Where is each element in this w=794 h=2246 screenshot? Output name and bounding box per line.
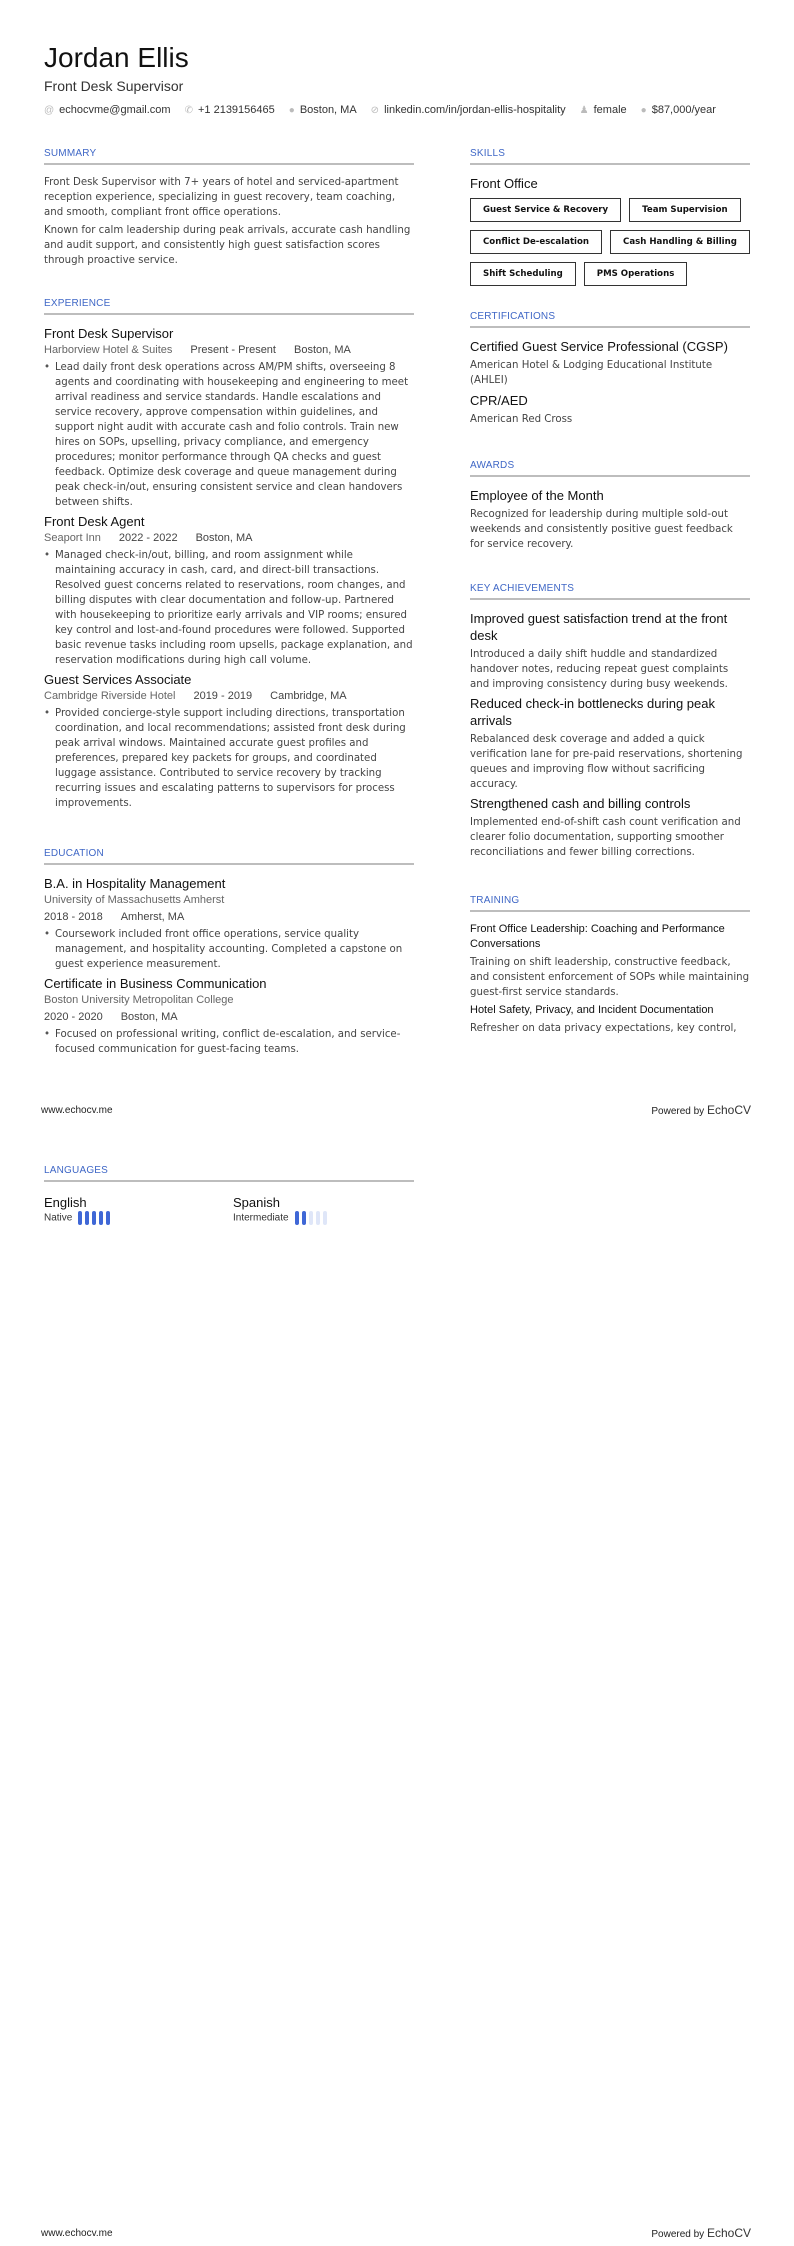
contact-email[interactable] — [44, 104, 171, 116]
powered-label: Powered by — [651, 2229, 705, 2240]
job-entry — [44, 513, 414, 668]
section-heading: EDUCATION — [44, 848, 414, 865]
proficiency-bar — [302, 1211, 306, 1225]
section-heading: LANGUAGES — [44, 1165, 414, 1182]
job-title: Front Desk Agent — [44, 514, 145, 529]
section-heading: CERTIFICATIONS — [470, 311, 750, 328]
location: Cambridge, MA — [270, 690, 347, 702]
language-level: Intermediate — [233, 1212, 289, 1224]
cert-issuer: American Red Cross — [470, 414, 573, 425]
contact-text: +1 2139156465 — [197, 104, 275, 116]
summary-section — [44, 148, 414, 268]
link-icon: ⊘ — [370, 104, 380, 116]
achievement-title: Improved guest satisfaction trend at the front desk — [470, 611, 728, 643]
contact-salary — [641, 104, 716, 116]
award-desc: Recognized for leadership during multiple sold-out weekends and consistently positive guest feedback for service recovery. — [470, 509, 733, 550]
section-heading: AWARDS — [470, 460, 750, 477]
footer-powered[interactable] — [651, 2226, 751, 2240]
proficiency-bars — [295, 1211, 327, 1225]
person-icon: ♟ — [579, 104, 589, 116]
contact-bar — [44, 104, 716, 116]
proficiency-bar — [309, 1211, 313, 1225]
job-entry — [44, 671, 414, 811]
cert-name: CPR/AED — [470, 393, 528, 408]
skill-tag: Team Supervision — [629, 198, 740, 222]
section-heading: EXPERIENCE — [44, 298, 414, 315]
skills-section — [470, 148, 750, 286]
proficiency-bar — [295, 1211, 299, 1225]
degree: B.A. in Hospitality Management — [44, 876, 226, 891]
brand-logo: EchoCV — [706, 2226, 751, 2240]
contact-text: Boston, MA — [299, 104, 357, 116]
skill-tag: Guest Service & Recovery — [470, 198, 621, 222]
money-icon: ● — [640, 104, 647, 116]
language-item — [44, 1192, 233, 1225]
achievement-title: Reduced check-in bottlenecks during peak arrivals — [470, 696, 715, 728]
job-bullet: • Managed check-in/out, billing, and room assignment while maintaining accuracy in cash, card, and direct-bill transactions. Resolved guest concerns related to reservations, room changes, and billing disputes with clear documentation and follow-up. Partnered with housekeeping to prioritize early arrivals and VIP rooms; ensured key control and lost-and-found procedures were followed. Supported basic revenue tasks including room upsells, package explanation, and reservation modifications during high call volume. — [44, 548, 414, 668]
section-heading: TRAINING — [470, 895, 750, 912]
job-bullet: • Provided concierge-style support including directions, transportation coordination, and local recommendations; assisted front desk during peak arrival windows. Maintained accurate guest profiles and preferences, prepared key packets for groups, and coordinated luggage assistance. Contributed to service recovery by tracking recurring issues and escalating patterns to supervisors for process improvements. — [44, 706, 414, 811]
dates: 2019 - 2019 — [193, 690, 253, 702]
education-bullet: • Coursework included front office operations, service quality management, and hospitality accounting. Completed a capstone on guest experience measurement. — [44, 927, 414, 972]
contact-linkedin[interactable] — [371, 104, 566, 116]
company: Seaport Inn — [44, 532, 101, 544]
language-name: Spanish — [233, 1195, 280, 1210]
contact-location — [289, 104, 357, 116]
language-item — [233, 1192, 327, 1225]
location-icon: ● — [288, 104, 295, 116]
awards-section — [470, 460, 750, 552]
dates: 2018 - 2018 — [44, 911, 103, 923]
proficiency-bars — [78, 1211, 110, 1225]
certifications-section — [470, 311, 750, 427]
contact-text: $87,000/year — [651, 104, 716, 116]
achievement-desc: Rebalanced desk coverage and added a quick verification lane for pre-paid reservations, shortening queues and improving flow without sacrificing accuracy. — [470, 734, 743, 790]
experience-section — [44, 298, 414, 811]
footer-site-link[interactable]: www.echocv.me — [41, 2228, 113, 2239]
dates: 2020 - 2020 — [44, 1011, 103, 1023]
school: University of Massachusetts Amherst — [44, 894, 225, 906]
skill-tag: Conflict De-escalation — [470, 230, 602, 254]
contact-text: echocvme@gmail.com — [59, 104, 171, 116]
skill-tag: Cash Handling & Billing — [610, 230, 750, 254]
job-title: Guest Services Associate — [44, 672, 192, 687]
education-bullet: • Focused on professional writing, conflict de-escalation, and service-focused communication for guest-facing teams. — [44, 1027, 414, 1057]
skill-group: Front Office — [470, 176, 538, 191]
proficiency-bar — [106, 1211, 110, 1225]
contact-phone[interactable] — [185, 104, 275, 116]
training-desc: Refresher on data privacy expectations, key control, — [470, 1023, 737, 1034]
school: Boston University Metropolitan College — [44, 994, 234, 1006]
achievement-desc: Implemented end-of-shift cash count verification and clearer folio documentation, supporting smoother reconciliations and fewer billing corrections. — [470, 817, 741, 858]
degree: Certificate in Business Communication — [44, 976, 267, 991]
powered-label: Powered by — [651, 1106, 705, 1117]
contact-gender — [580, 104, 627, 116]
achievements-section — [470, 583, 750, 860]
skill-tag: PMS Operations — [584, 262, 688, 286]
language-level: Native — [44, 1212, 73, 1224]
proficiency-bar — [316, 1211, 320, 1225]
achievement-title: Strengthened cash and billing controls — [470, 796, 691, 811]
training-title: Hotel Safety, Privacy, and Incident Documentation — [470, 1004, 714, 1016]
proficiency-bar — [323, 1211, 327, 1225]
cert-issuer: American Hotel & Lodging Educational Institute (AHLEI) — [470, 360, 713, 386]
dates: 2022 - 2022 — [118, 532, 178, 544]
location: Boston, MA — [195, 532, 253, 544]
section-heading: SUMMARY — [44, 148, 414, 165]
company: Harborview Hotel & Suites — [44, 344, 173, 356]
section-heading: KEY ACHIEVEMENTS — [470, 583, 750, 600]
award-name: Employee of the Month — [470, 488, 604, 503]
training-desc: Training on shift leadership, constructive feedback, and consistent enforcement of SOPs while maintaining guest-first service standards. — [470, 957, 750, 998]
proficiency-bar — [78, 1211, 82, 1225]
phone-icon: ✆ — [184, 104, 193, 116]
location: Amherst, MA — [120, 911, 185, 923]
education-entry — [44, 875, 414, 972]
location: Boston, MA — [293, 344, 351, 356]
contact-text: linkedin.com/in/jordan-ellis-hospitality — [384, 104, 566, 116]
languages-section — [44, 1165, 414, 1225]
at-icon: @ — [44, 104, 55, 116]
proficiency-bar — [85, 1211, 89, 1225]
footer-powered[interactable] — [651, 1103, 751, 1117]
education-entry — [44, 975, 414, 1057]
education-section — [44, 848, 414, 1057]
job-bullet: • Lead daily front desk operations across AM/PM shifts, overseeing 8 agents and coordinating with housekeeping and engineering to meet arrival readiness and service standards. Handle escalations and service recovery, approve compensation within guidelines, and support night audit with accurate cash and folio controls. Train new hires on SOPs, upselling, privacy compliance, and emergency procedures; monitor performance through QA checks and guest feedback. Optimize desk coverage and queue management during peak check-in/out, ensuring consistent service and clean handovers between shifts. — [44, 360, 414, 510]
language-name: English — [44, 1195, 87, 1210]
training-title: Front Office Leadership: Coaching and Performance Conversations — [470, 923, 725, 950]
company: Cambridge Riverside Hotel — [44, 690, 176, 702]
dates: Present - Present — [190, 344, 276, 356]
contact-text: female — [593, 104, 627, 116]
section-heading: SKILLS — [470, 148, 750, 165]
skill-tag: Shift Scheduling — [470, 262, 576, 286]
job-entry — [44, 325, 414, 510]
location: Boston, MA — [120, 1011, 178, 1023]
brand-logo: EchoCV — [706, 1103, 751, 1117]
candidate-name: Jordan Ellis — [44, 42, 189, 73]
achievement-desc: Introduced a daily shift huddle and standardized handover notes, reducing repeat guest complaints and improving consistency during busy weekends. — [470, 649, 729, 690]
proficiency-bar — [99, 1211, 103, 1225]
summary-paragraph: Front Desk Supervisor with 7+ years of hotel and serviced-apartment reception experience, specializing in guest recovery, team coaching, and smooth, compliant front office operations. — [44, 177, 399, 218]
candidate-title: Front Desk Supervisor — [44, 78, 184, 94]
proficiency-bar — [92, 1211, 96, 1225]
cert-name: Certified Guest Service Professional (CGSP) — [470, 339, 728, 354]
footer-site-link[interactable]: www.echocv.me — [41, 1105, 113, 1116]
job-title: Front Desk Supervisor — [44, 326, 174, 341]
training-section — [470, 895, 750, 1036]
summary-paragraph: Known for calm leadership during peak arrivals, accurate cash handling and audit support, and consistently high guest satisfaction scores through proactive service. — [44, 225, 411, 266]
